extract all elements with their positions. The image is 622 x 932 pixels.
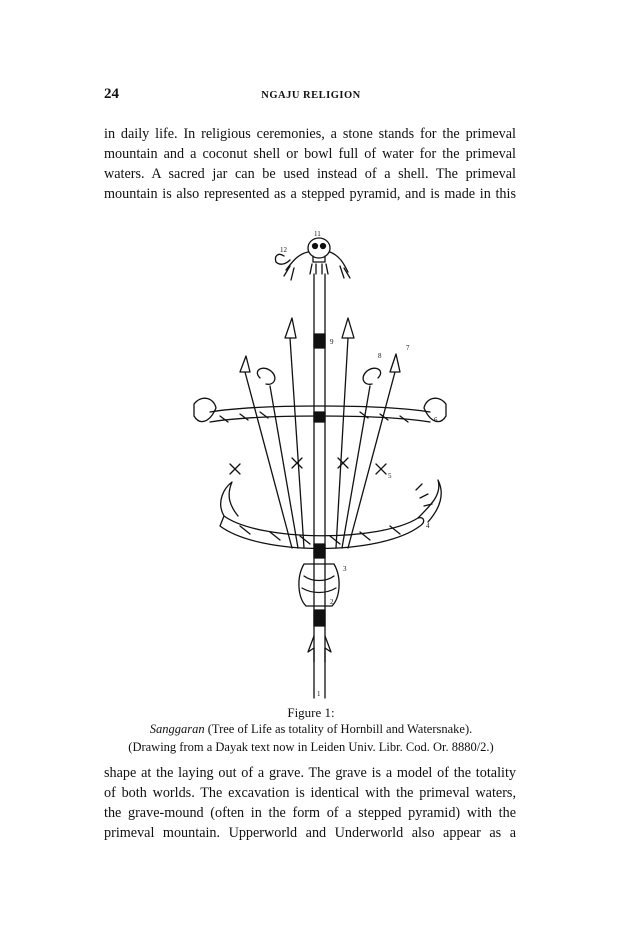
hornbill-left-icon — [257, 368, 275, 384]
fig-label-12: 12 — [280, 246, 287, 254]
fig-label-11: 11 — [314, 230, 321, 238]
watersnake — [220, 480, 441, 549]
text-line: waters. A sacred jar can be used instead of a shell. The primeval — [104, 166, 516, 182]
text-line: mountain is also represented as a stepped pyramid, and is made in this — [104, 186, 516, 202]
sanggaran-figure — [180, 226, 460, 702]
fig-label-8: 8 — [378, 352, 382, 360]
text-line: shape at the laying out of a grave. The grave is a model of the totality — [104, 765, 516, 781]
figure-number: Figure 1: — [287, 705, 335, 720]
fig-label-9: 9 — [330, 338, 334, 346]
fig-label-7: 7 — [406, 344, 410, 352]
hornbill-right-icon — [363, 368, 381, 384]
text-line: primeval mountain. Upperworld and Underworld also appear as a — [104, 825, 516, 841]
fig-label-1: 1 — [317, 690, 321, 698]
text-line: the grave-mound (often in the form of a stepped pyramid) with the — [104, 805, 516, 821]
snake-tail-icon — [221, 482, 238, 516]
binding-2 — [314, 610, 325, 626]
fig-label-6: 6 — [434, 416, 438, 424]
text-line: of both worlds. The excavation is identical with the primeval waters, — [104, 785, 516, 801]
fig-label-5: 5 — [388, 472, 392, 480]
spears — [240, 318, 400, 548]
fig-label-4: 4 — [426, 522, 430, 530]
body-paragraph-top — [104, 124, 516, 204]
dragon-head-left-icon — [194, 398, 216, 421]
binding-9 — [314, 334, 325, 348]
figure-caption — [0, 722, 622, 737]
caption-name: Sanggaran — [149, 722, 205, 736]
text-line: in daily life. In religious ceremonies, a stone stands for the primeval — [104, 126, 516, 142]
skull-icon — [284, 238, 350, 280]
text-line: mountain and a coconut shell or bowl full of water for the primeval — [104, 146, 516, 162]
crossbar-top — [210, 406, 430, 412]
snake-head-icon — [418, 480, 441, 522]
caption-rest: (Tree of Life as totality of Hornbill and Watersnake). — [204, 722, 473, 736]
page-number: 24 — [104, 86, 119, 102]
running-head: NGAJU RELIGION — [261, 90, 361, 101]
fig-label-2: 2 — [330, 598, 334, 606]
hornbill-head-icon — [275, 254, 290, 264]
body-paragraph-bottom — [104, 763, 516, 843]
figure-source: (Drawing from a Dayak text now in Leiden Univ. Libr. Cod. Or. 8880/2.) — [128, 740, 494, 754]
sanggaran-drawing — [180, 226, 460, 702]
cross-marks — [230, 458, 386, 474]
fig-label-3: 3 — [343, 565, 347, 573]
human-figure-icon — [308, 636, 331, 662]
